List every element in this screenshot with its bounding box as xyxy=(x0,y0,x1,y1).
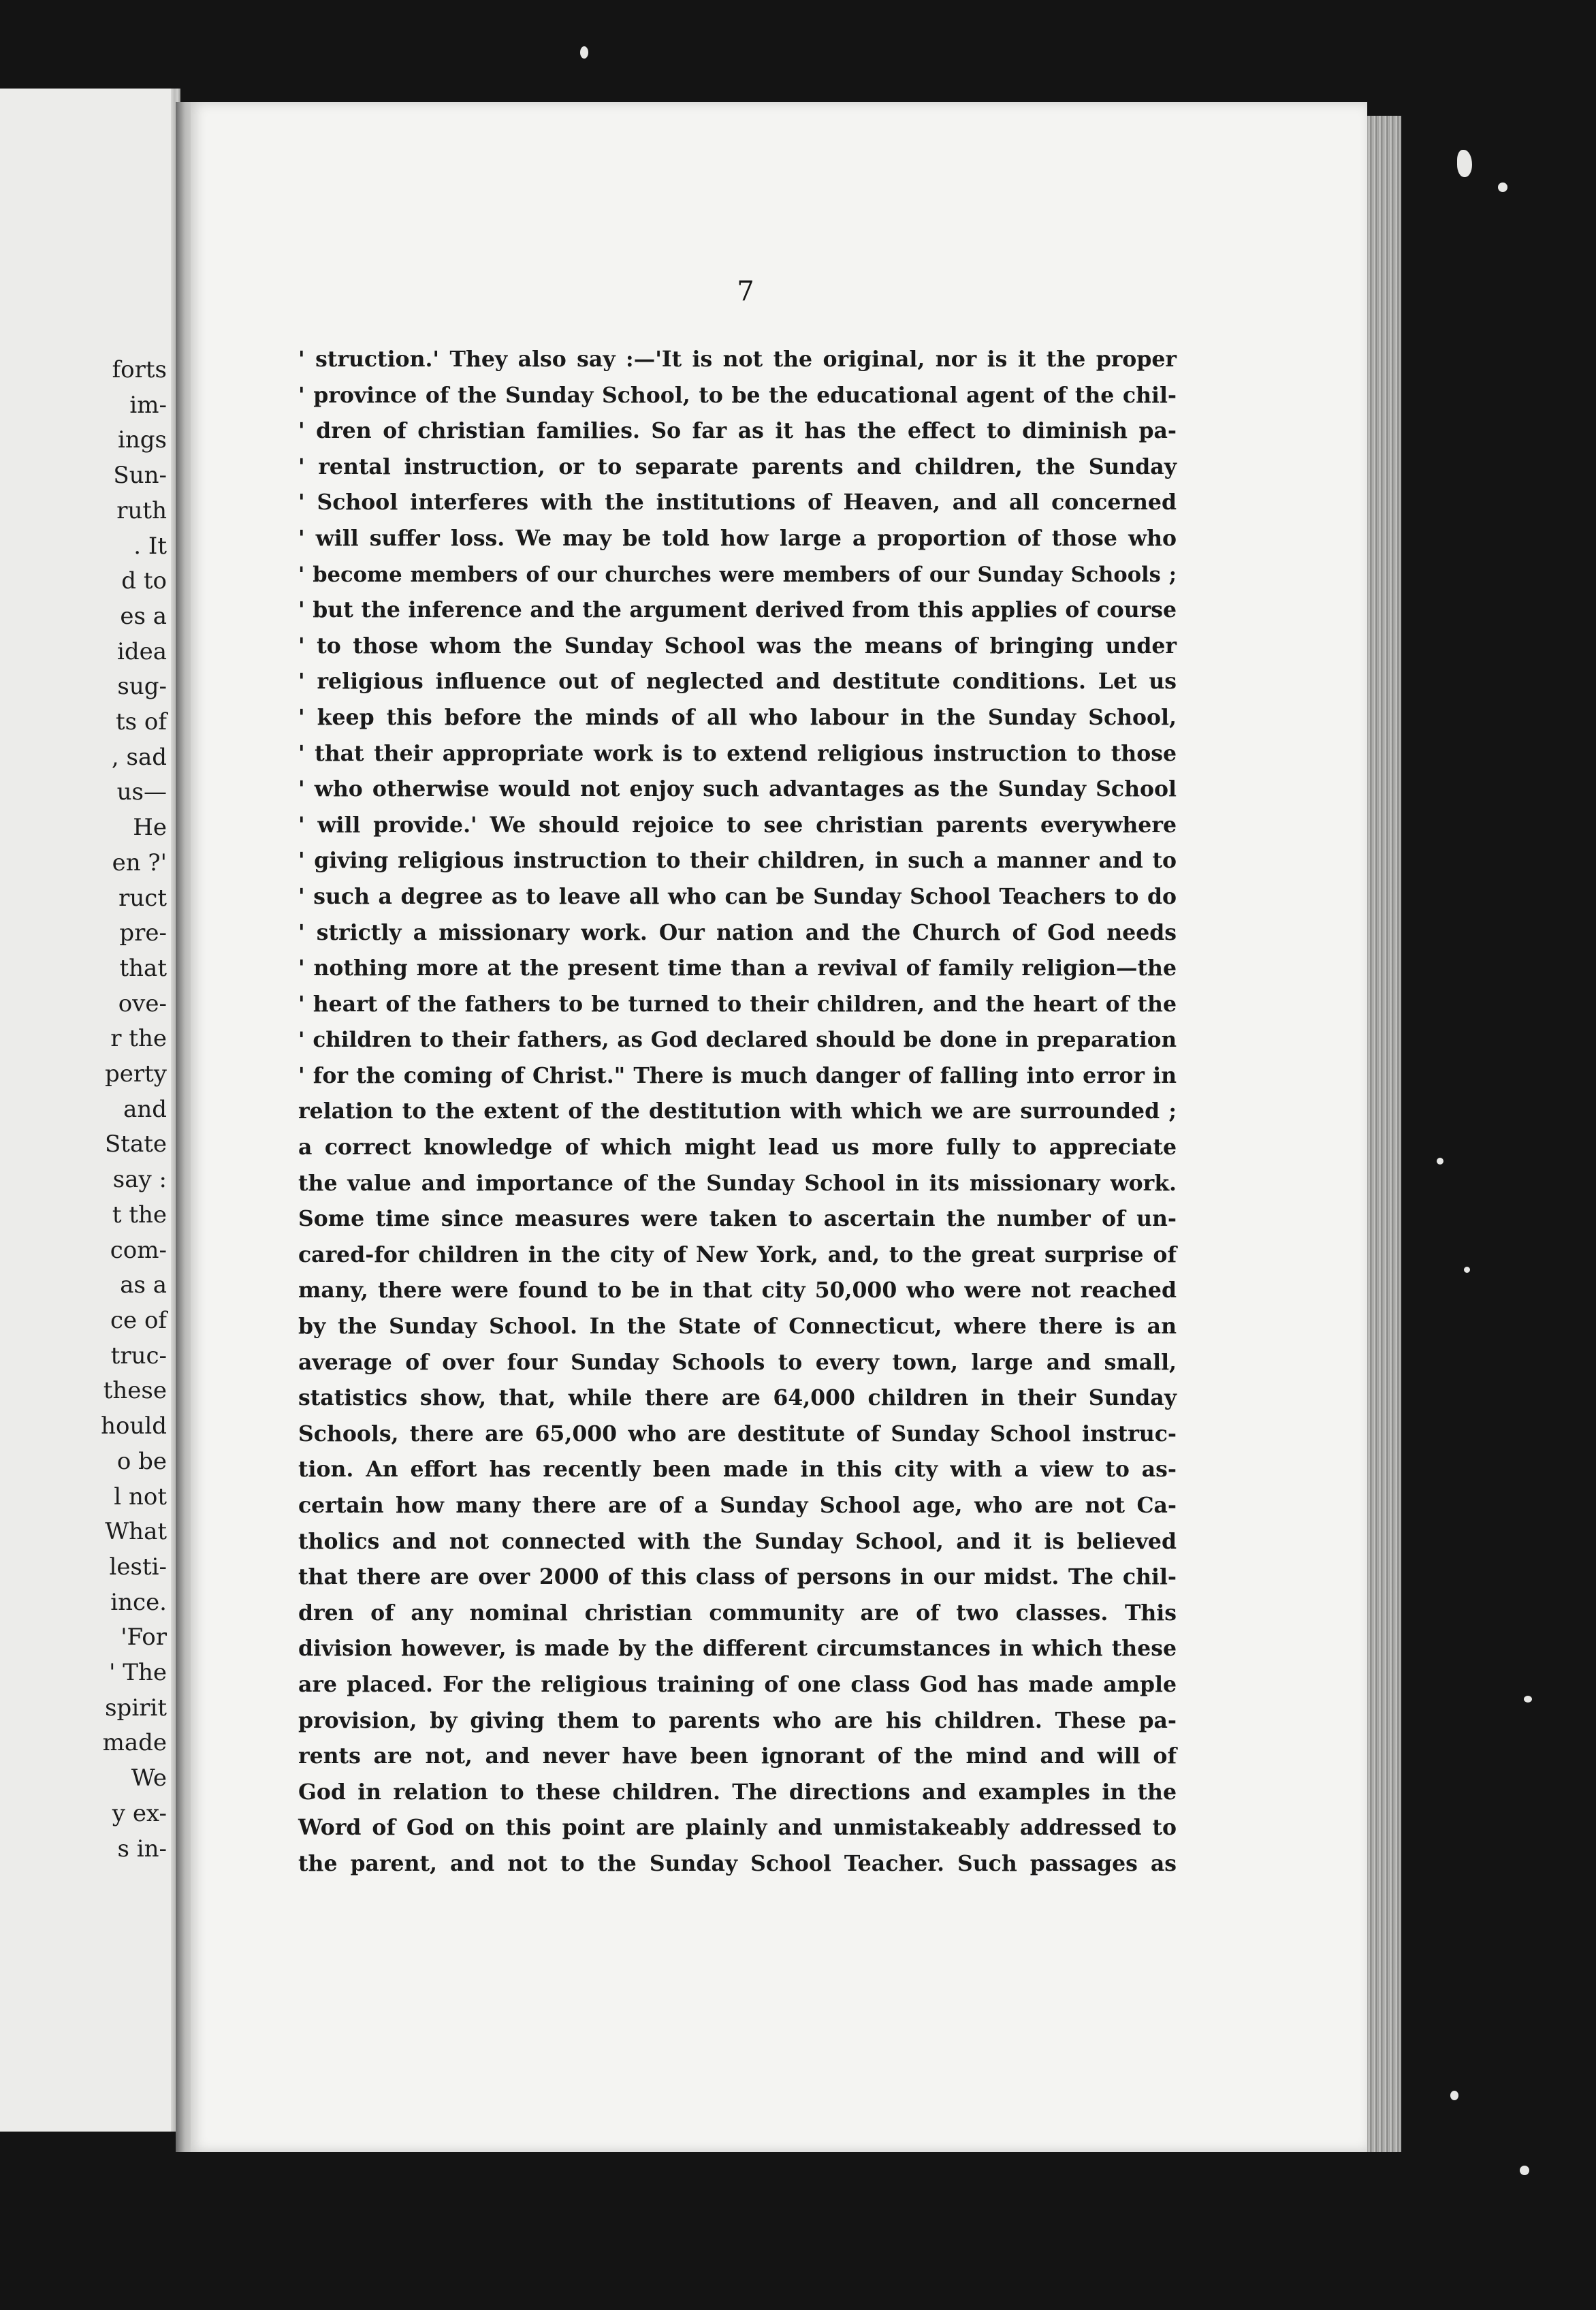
left-page-line: as a xyxy=(120,1271,167,1299)
left-page-line: He xyxy=(133,814,167,842)
left-page-line: s in- xyxy=(117,1835,167,1863)
text-line: God in relation to these children. The directions and examples in the xyxy=(298,1779,1177,1805)
left-page-line: ove- xyxy=(118,990,167,1017)
left-page-line: hould xyxy=(101,1412,167,1440)
text-line: ' will suffer loss. We may be told how large a proportion of those who xyxy=(298,525,1177,551)
left-page-line: say : xyxy=(112,1166,167,1194)
text-line: ' giving religious instruction to their children, in such a manner and to xyxy=(298,848,1177,874)
dust-speck xyxy=(1457,150,1472,177)
text-line: provision, by giving them to parents who are his children. These pa- xyxy=(298,1707,1177,1733)
text-line: ' who otherwise would not enjoy such advantages as the Sunday School xyxy=(298,776,1177,802)
left-page-line: o be xyxy=(116,1447,167,1475)
text-line: ' to those whom the Sunday School was the means of bringing under xyxy=(298,633,1177,659)
left-page-line: ce of xyxy=(110,1306,167,1334)
left-page-line: . It xyxy=(133,532,167,560)
left-page-line: us— xyxy=(116,778,167,806)
left-page-line: truc- xyxy=(110,1342,167,1370)
text-line: cared-for children in the city of New York, and, to the great surprise of xyxy=(298,1241,1177,1267)
dust-speck xyxy=(1450,2091,1458,2100)
left-page-line: es a xyxy=(120,602,167,630)
text-line: ' heart of the fathers to be turned to their children, and the heart of the xyxy=(298,991,1177,1017)
left-page-line: pre- xyxy=(119,919,167,947)
text-line: relation to the extent of the destitution with which we are surrounded ; xyxy=(298,1098,1177,1124)
left-page-line: im- xyxy=(129,391,167,419)
right-page-edge xyxy=(1367,116,1401,2152)
text-line: a correct knowledge of which might lead us more fully to appreciate xyxy=(298,1135,1177,1160)
text-line: ' struction.' They also say :—'It is not the original, nor is it the proper xyxy=(298,347,1177,372)
left-page-text xyxy=(101,353,167,1867)
dust-speck xyxy=(1524,1696,1532,1703)
left-page-line: r the xyxy=(110,1025,167,1053)
left-page-line: State xyxy=(104,1130,167,1158)
left-page-line: ' The xyxy=(109,1659,167,1687)
left-page-line: ruct xyxy=(118,884,167,912)
text-line: ' nothing more at the present time than a revival of family religion—the xyxy=(298,955,1177,981)
left-page-line: l not xyxy=(114,1483,167,1510)
text-line: certain how many there are of a Sunday School age, who are not Ca- xyxy=(298,1493,1177,1518)
left-page-line: ince. xyxy=(110,1588,167,1616)
text-line: ' such a degree as to leave all who can be Sunday School Teachers to do xyxy=(298,883,1177,909)
left-page-line: perty xyxy=(104,1060,167,1088)
text-line: that there are over 2000 of this class of persons in our midst. The chil- xyxy=(298,1564,1177,1590)
text-line: tion. An effort has recently been made in this city with a view to as- xyxy=(298,1457,1177,1483)
text-line: ' that their appropriate work is to extend religious instruction to those xyxy=(298,740,1177,766)
page-number: 7 xyxy=(737,276,754,307)
left-page-line: ts of xyxy=(116,708,167,736)
left-page-line: made xyxy=(102,1729,167,1757)
text-line: the parent, and not to the Sunday School Teacher. Such passages as xyxy=(298,1850,1177,1876)
body-text xyxy=(298,342,1177,1882)
text-line: ' province of the Sunday School, to be the educational agent of the chil- xyxy=(298,382,1177,408)
left-page-line: d to xyxy=(121,567,167,595)
text-line: ' will provide.' We should rejoice to see christian parents everywhere xyxy=(298,812,1177,838)
dust-speck xyxy=(580,46,588,59)
left-page-line: Sun- xyxy=(113,462,167,490)
text-line: many, there were found to be in that city 50,000 who were not reached xyxy=(298,1278,1177,1303)
left-page-line: spirit xyxy=(105,1694,167,1722)
dust-speck xyxy=(1520,2166,1529,2175)
left-page-line: lesti- xyxy=(109,1553,167,1581)
text-line: ' rental instruction, or to separate parents and children, the Sunday xyxy=(298,454,1177,479)
text-line: are placed. For the religious training of one class God has made ample xyxy=(298,1671,1177,1697)
left-page-line: ruth xyxy=(116,496,167,524)
left-page-line: y ex- xyxy=(112,1799,167,1827)
dust-speck xyxy=(1437,1158,1443,1165)
left-page-line: com- xyxy=(110,1236,167,1264)
dust-speck xyxy=(1498,183,1507,192)
left-page-line: idea xyxy=(116,637,167,665)
left-page-line: sug- xyxy=(117,673,167,701)
text-line: Some time since measures were taken to ascertain the number of un- xyxy=(298,1206,1177,1232)
text-line: ' dren of christian families. So far as it has the effect to diminish pa- xyxy=(298,418,1177,444)
text-line: dren of any nominal christian community are of two classes. This xyxy=(298,1600,1177,1626)
text-line: average of over four Sunday Schools to every town, large and small, xyxy=(298,1349,1177,1375)
text-line: statistics show, that, while there are 64,000 children in their Sunday xyxy=(298,1385,1177,1411)
text-line: Schools, there are 65,000 who are destitute of Sunday School instruc- xyxy=(298,1421,1177,1446)
text-line: rents are not, and never have been ignorant of the mind and will of xyxy=(298,1743,1177,1769)
left-page-line: t the xyxy=(112,1201,167,1229)
left-page-line: forts xyxy=(112,356,167,383)
text-line: ' School interferes with the institutions of Heaven, and all concerned xyxy=(298,490,1177,516)
text-line: the value and importance of the Sunday School in its missionary work. xyxy=(298,1170,1177,1196)
left-page-line: We xyxy=(131,1765,167,1792)
left-page xyxy=(0,89,180,2132)
text-line: ' children to their fathers, as God declared should be done in preparation xyxy=(298,1028,1177,1053)
text-line: ' religious influence out of neglected and destitute conditions. Let us xyxy=(298,669,1177,695)
left-page-line: ings xyxy=(118,426,167,454)
left-page-line: that xyxy=(119,954,167,982)
text-line: ' keep this before the minds of all who labour in the Sunday School, xyxy=(298,704,1177,730)
left-page-line: What xyxy=(105,1518,167,1546)
text-line: division however, is made by the different circumstances in which these xyxy=(298,1636,1177,1662)
text-line: ' become members of our churches were members of our Sunday Schools ; xyxy=(298,562,1177,587)
left-page-line: 'For xyxy=(121,1624,167,1651)
text-line: Word of God on this point are plainly and unmistakeably addressed to xyxy=(298,1815,1177,1841)
text-line: ' for the coming of Christ." There is much danger of falling into error in xyxy=(298,1062,1177,1088)
text-line: tholics and not connected with the Sunday School, and it is believed xyxy=(298,1528,1177,1554)
left-page-line: and xyxy=(123,1095,167,1123)
text-line: by the Sunday School. In the State of Connecticut, where there is an xyxy=(298,1314,1177,1340)
left-page-line: en ?' xyxy=(112,849,167,876)
text-line: ' strictly a missionary work. Our nation and the Church of God needs xyxy=(298,919,1177,945)
text-line: ' but the inference and the argument derived from this applies of course xyxy=(298,597,1177,623)
left-page-line: , sad xyxy=(111,743,167,771)
dust-speck xyxy=(1464,1267,1470,1273)
left-page-line: these xyxy=(103,1377,167,1405)
